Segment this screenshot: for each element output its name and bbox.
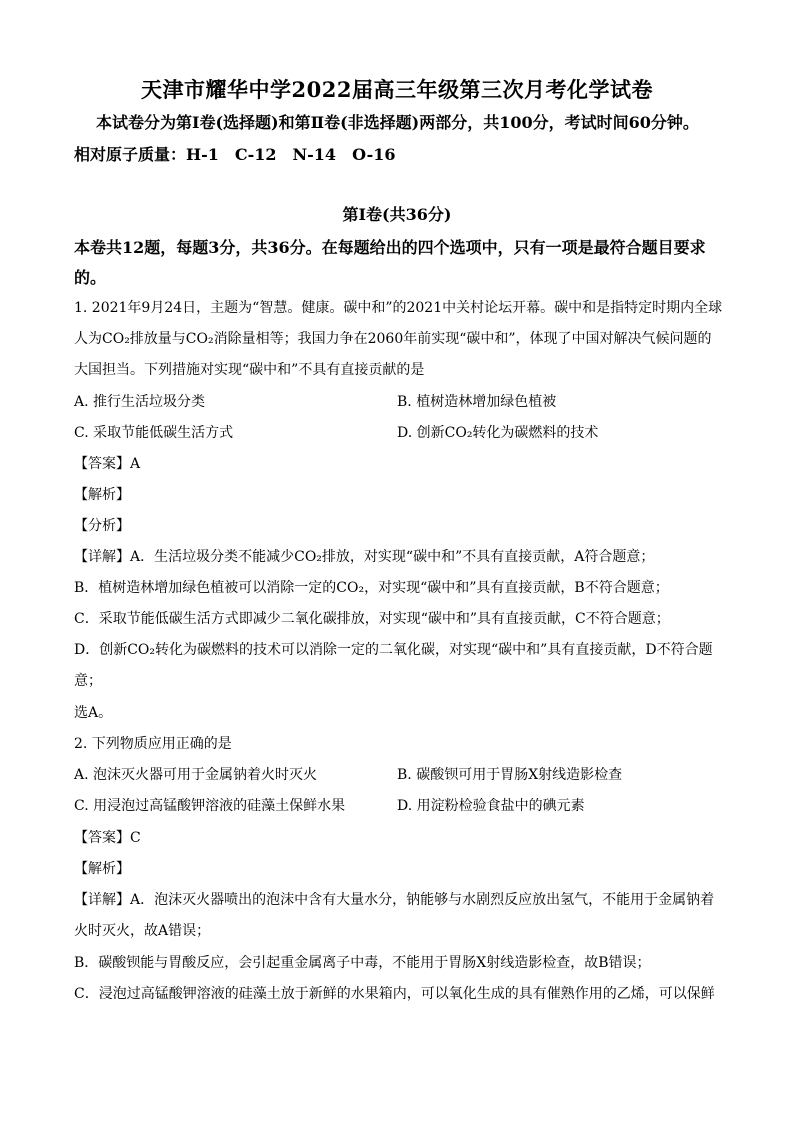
q2-option-d: D. 用淀粉检验食盐中的碘元素 [397,798,585,814]
part1-instructions-line2: 的。 [74,268,107,287]
q1-detail-d-line1: D．创新CO₂转化为碳燃料的技术可以消除一定的二氧化碳，对实现“碳中和”具有直接贡献，D不符合题 [74,642,713,658]
q1-option-b: B. 植树造林增加绿色植被 [397,394,557,410]
q1-detail-b: B．植树造林增加绿色植被可以消除一定的CO₂，对实现“碳中和”具有直接贡献，B不符合题意； [74,580,669,596]
q2-detail-b: B．碳酸钡能与胃酸反应，会引起重金属离子中毒，不能用于胃肠X射线造影检查，故B错误； [74,955,651,971]
q1-select: 选A。 [74,705,113,721]
q1-option-a: A. 推行生活垃圾分类 [74,394,206,410]
q2-option-b: B. 碳酸钡可用于胃肠X射线造影检查 [397,767,623,783]
part1-title: 第Ⅰ卷(共36分) [342,205,452,224]
q2-answer: 【答案】C [74,830,141,846]
q1-detail-c: C．采取节能低碳生活方式即减少二氧化碳排放，对实现“碳中和”具有直接贡献，C不符合题意； [74,611,670,627]
q1-detail-d-line2: 意； [74,673,102,689]
q1-option-d: D. 创新CO₂转化为碳燃料的技术 [397,425,599,441]
q2-stem: 2. 下列物质应用正确的是 [74,736,232,752]
q2-detail-c: C．浸泡过高锰酸钾溶液的硅藻土放于新鲜的水果箱内，可以氧化生成的具有催熟作用的乙烯，可以保鲜 [74,986,715,1002]
q1-fenxi-label: 【分析】 [74,518,130,534]
part1-instructions-line1: 本卷共12题，每题3分，共36分。在每题给出的四个选项中，只有一项是最符合题目要求 [74,238,706,257]
q1-detail-a: 【详解】A．生活垃圾分类不能减少CO₂排放，对实现“碳中和”不具有直接贡献，A符合题意； [74,549,655,565]
q1-option-c: C. 采取节能低碳生活方式 [74,425,234,441]
q1-stem-line3: 大国担当。下列措施对实现“碳中和”不具有直接贡献的是 [74,362,425,378]
q1-analysis-label: 【解析】 [74,487,130,503]
q2-detail-a-line2: 火时灭火，故A错误； [74,923,211,939]
q1-stem-line2: 人为CO₂排放量与CO₂消除量相等；我国力争在2060年前实现“碳中和”，体现了中国对解决气候问题的 [74,331,712,347]
q2-analysis-label: 【解析】 [74,861,130,877]
exam-title: 天津市耀华中学2022届高三年级第三次月考化学试卷 [141,77,653,102]
atomic-mass-line: 相对原子质量：H-1 C-12 N-14 O-16 [74,145,396,164]
q2-option-a: A. 泡沫灭火器可用于金属钠着火时灭火 [74,767,318,783]
q1-answer: 【答案】A [74,456,141,472]
q1-stem-line1: 1. 2021年9月24日，主题为“智慧。健康。碳中和”的2021中关村论坛开幕。碳中和是指特定时期内全球 [74,300,723,316]
q2-detail-a-line1: 【详解】A．泡沫灭火器喷出的泡沫中含有大量水分，钠能够与水剧烈反应放出氢气，不能用于金属钠着 [74,892,715,908]
exam-intro: 本试卷分为第Ⅰ卷(选择题)和第Ⅱ卷(非选择题)两部分，共100分，考试时间60分钟。 [96,113,699,132]
q2-option-c: C. 用浸泡过高锰酸钾溶液的硅藻土保鲜水果 [74,798,346,814]
